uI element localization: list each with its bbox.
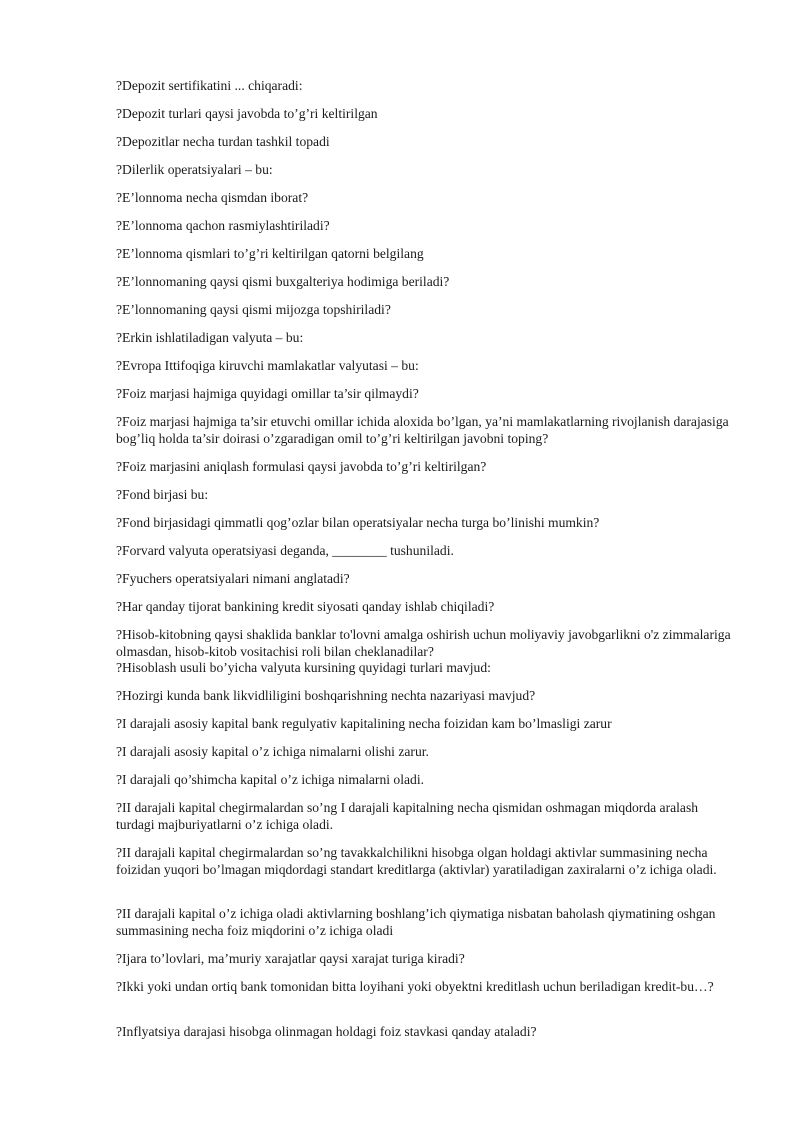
- question-line: ?E’lonnomaning qaysi qismi buxgalteriya hodimiga beriladi?: [116, 274, 450, 289]
- question-line: ?I darajali asosiy kapital o’z ichiga nimalarni olishi zarur.: [116, 744, 429, 759]
- question-line: ?I darajali qo’shimcha kapital o’z ichiga nimalarni oladi.: [116, 772, 425, 787]
- question-line: ?E’lonnoma qachon rasmiylashtiriladi?: [116, 218, 330, 233]
- question-line: ?Erkin ishlatiladigan valyuta – bu:: [116, 330, 304, 345]
- question-line: ?II darajali kapital o’z ichiga oladi aktivlarning boshlang’ich qiymatiga nisbatan baholash qiymatining oshgan summasining necha foiz miqdorini o’z ichiga oladi: [116, 906, 716, 938]
- question-line: ?Fond birjasi bu:: [116, 487, 209, 502]
- question-line: ?Dilerlik operatsiyalari – bu:: [116, 162, 273, 177]
- question-line: ?Ikki yoki undan ortiq bank tomonidan bitta loyihani yoki obyektni kreditlash uchun beriladigan kredit-bu…?: [116, 979, 714, 994]
- question-line: ?Depozitlar necha turdan tashkil topadi: [116, 134, 330, 149]
- question-line: ?Har qanday tijorat bankining kredit siyosati qanday ishlab chiqiladi?: [116, 599, 495, 614]
- question-line: ?Fond birjasidagi qimmatli qog’ozlar bilan operatsiyalar necha turga bo’linishi mumkin?: [116, 515, 600, 530]
- question-line: ?Inflyatsiya darajasi hisobga olinmagan holdagi foiz stavkasi qanday ataladi?: [116, 1024, 537, 1039]
- question-line: ?Depozit turlari qaysi javobda to’g’ri keltirilgan: [116, 106, 378, 121]
- question-line: ?Hisob-kitobning qaysi shaklida banklar to'lovni amalga oshirish uchun moliyaviy javobgarlikni o'z zimmalariga olmasdan, hisob-kitob vositachisi roli bilan cheklanadilar?: [116, 627, 731, 659]
- question-line: ?Depozit sertifikatini ... chiqaradi:: [116, 78, 303, 93]
- question-line: ?II darajali kapital chegirmalardan so’ng I darajali kapitalning necha qismidan oshmagan miqdorda aralash turdagi majburiyatlarni o’z ichiga oladi.: [116, 800, 699, 832]
- question-line: ?Hisoblash usuli bo’yicha valyuta kursining quyidagi turlari mavjud:: [116, 660, 491, 675]
- question-line: ?Foiz marjasi hajmiga quyidagi omillar ta’sir qilmaydi?: [116, 386, 419, 401]
- question-line: ?Fyuchers operatsiyalari nimani anglatadi?: [116, 571, 350, 586]
- question-line: ?Foiz marjasini aniqlash formulasi qaysi javobda to’g’ri keltirilgan?: [116, 459, 487, 474]
- question-line: ?Ijara to’lovlari, ma’muriy xarajatlar qaysi xarajat turiga kiradi?: [116, 951, 465, 966]
- question-line: ?Foiz marjasi hajmiga ta’sir etuvchi omillar ichida aloxida bo’lgan, ya’ni mamlakatlarning rivojlanish darajasiga bog’liq holda ta’sir doirasi o’zgaradigan omil to’g’ri keltirilgan javobni toping?: [116, 414, 729, 446]
- question-line: ?Evropa Ittifoqiga kiruvchi mamlakatlar valyutasi – bu:: [116, 358, 419, 373]
- question-line: ?E’lonnoma necha qismdan iborat?: [116, 190, 309, 205]
- question-line: ?E’lonnoma qismlari to’g’ri keltirilgan qatorni belgilang: [116, 246, 424, 261]
- question-line: ?II darajali kapital chegirmalardan so’ng tavakkalchilikni hisobga olgan holdagi aktivlar summasining necha foizidan yuqori bo’lmagan miqdordagi standart kreditlarga (aktivlar) yaratiladigan zaxiralarni o’z ichiga oladi.: [116, 845, 717, 877]
- question-line: ?Forvard valyuta operatsiyasi deganda, ________ tushuniladi.: [116, 543, 454, 558]
- question-line: ?E’lonnomaning qaysi qismi mijozga topshiriladi?: [116, 302, 391, 317]
- question-line: ?Hozirgi kunda bank likvidliligini boshqarishning nechta nazariyasi mavjud?: [116, 688, 536, 703]
- question-line: ?I darajali asosiy kapital bank regulyativ kapitalining necha foizidan kam bo’lmasligi zarur: [116, 716, 612, 731]
